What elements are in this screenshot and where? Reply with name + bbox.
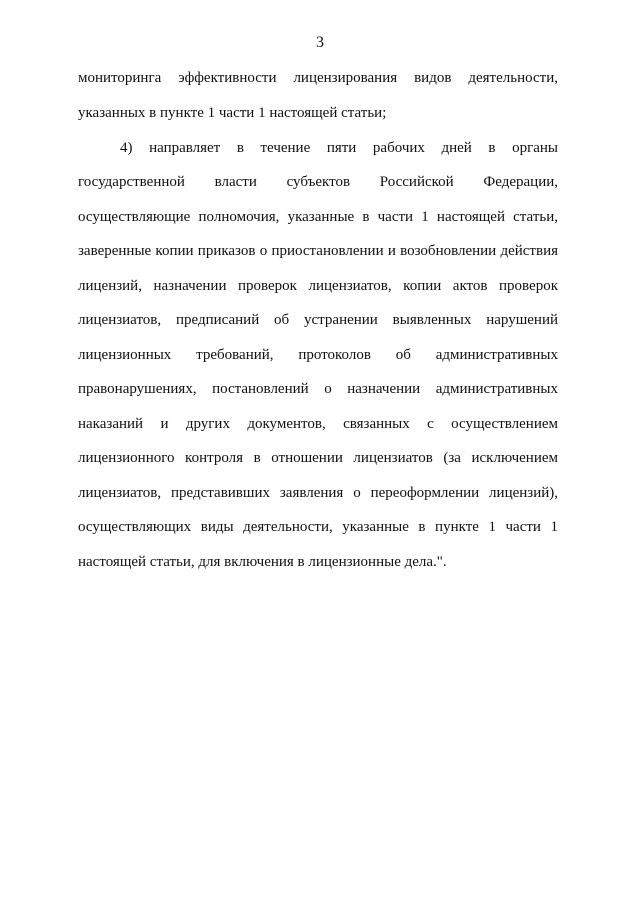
text-line: настоящей статьи, для включения в лицензионные дела.". — [78, 554, 447, 570]
text-line: лицензий, назначении проверок лицензиатов, копии актов проверок — [78, 278, 558, 294]
text-line: государственной власти субъектов Российской Федерации, — [78, 174, 558, 190]
text-line: заверенные копии приказов о приостановлении и возобновлении действия — [78, 243, 558, 259]
text-line: указанных в пункте 1 части 1 настоящей статьи; — [78, 105, 387, 121]
text-line: лицензиатов, предписаний об устранении выявленных нарушений — [78, 312, 558, 328]
text-line: наказаний и других документов, связанных с осуществлением — [78, 416, 558, 432]
text-line: 4) направляет в течение пяти рабочих дней в органы — [120, 140, 558, 156]
text-line: осуществляющих виды деятельности, указанные в пункте 1 части 1 — [78, 519, 558, 535]
text-line: правонарушениях, постановлений о назначении административных — [78, 381, 558, 397]
text-line: осуществляющие полномочия, указанные в части 1 настоящей статьи, — [78, 209, 558, 225]
text-line: лицензионных требований, протоколов об административных — [78, 347, 558, 363]
text-line: лицензиатов, представивших заявления о переоформлении лицензий), — [78, 485, 558, 501]
page-number: 3 — [316, 34, 324, 51]
text-line: мониторинга эффективности лицензирования видов деятельности, — [78, 70, 558, 86]
text-line: лицензионного контроля в отношении лицензиатов (за исключением — [78, 450, 558, 466]
